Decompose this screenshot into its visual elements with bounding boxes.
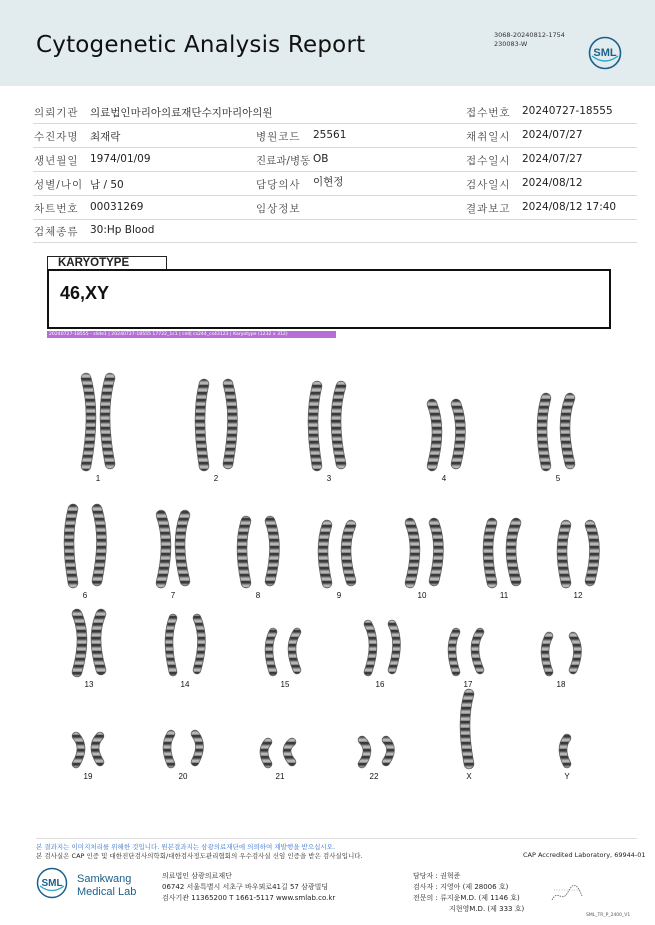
chromosome-pair-11	[488, 523, 516, 583]
chromosome-label-15: 15	[280, 680, 290, 689]
collection-date-label: 채취일시	[466, 131, 511, 143]
chromosome-label-20: 20	[178, 772, 188, 781]
chromosome-label-9: 9	[336, 591, 342, 600]
report-date-label: 결과보고	[466, 203, 511, 215]
chromosome-pair-2	[200, 384, 233, 466]
chromosome-label-10: 10	[417, 591, 427, 600]
institution-label: 의뢰기관	[34, 107, 79, 119]
chromosome-label-X: X	[466, 772, 472, 781]
chromosome-pair-8	[242, 521, 275, 583]
doctor-value: 이현정	[313, 176, 344, 188]
receipt-no-value: 20240727-18555	[522, 105, 613, 117]
chart-no-value: 00031269	[90, 201, 144, 213]
chromosome-label-Y: Y	[564, 772, 570, 781]
received-date-value: 2024/07/27	[522, 153, 583, 165]
collection-date-value: 2024/07/27	[522, 129, 583, 141]
report-code-line2: 230083-W	[494, 40, 528, 48]
chromosome-pair-10	[410, 523, 439, 583]
notice-blue: 본 결과지는 이미지처리를 위해한 것입니다. 원본결과지는 삼광의료재단에 의뢰하여 재발행을 받으십시오.	[36, 843, 336, 851]
staff-specialist1: 전문의 : 류지윤M.D. (제 1146 호)	[413, 894, 520, 902]
report-title: Cytogenetic Analysis Report	[36, 32, 366, 58]
name-label: 수진자명	[34, 131, 79, 143]
chromosome-label-16: 16	[375, 680, 385, 689]
signature	[550, 880, 584, 908]
chromosome-pair-X	[465, 694, 469, 764]
chromosome-label-11: 11	[499, 591, 509, 600]
brand-line1: Samkwang	[77, 873, 132, 885]
document-id: SML_TR_P_2400_V1	[586, 913, 631, 918]
report-date-value: 2024/08/12 17:40	[522, 201, 617, 213]
chromosome-label-7: 7	[170, 591, 176, 600]
test-date-label: 검사일시	[466, 179, 511, 191]
chromosome-pair-14	[169, 618, 202, 672]
karyotype-result: 46,XY	[60, 283, 110, 303]
birth-label: 생년월일	[34, 155, 79, 167]
chromosome-pair-22	[362, 740, 391, 764]
chromosome-pair-12	[562, 525, 595, 583]
chromosome-pair-7	[161, 515, 185, 583]
samkwang-logo-text: SML	[41, 878, 63, 889]
brand-line2: Medical Lab	[77, 886, 137, 898]
chromosome-pair-16	[368, 624, 397, 672]
chromosome-label-5: 5	[555, 474, 561, 483]
chromosome-label-6: 6	[82, 591, 88, 600]
chromosome-pair-4	[432, 404, 461, 466]
chromosome-pair-1	[86, 378, 110, 466]
staff-tester: 검사자 : 지영아 (제 28006 호)	[413, 883, 509, 891]
chromosome-pair-15	[269, 632, 297, 672]
chromosome-pair-9	[323, 525, 351, 583]
chromosome-label-17: 17	[463, 680, 473, 689]
footer-divider	[36, 838, 637, 839]
footer-org: 의료법인 삼광의료재단	[162, 872, 232, 880]
doctor-label: 담당의사	[256, 179, 301, 191]
sex-age-value: 남 / 50	[90, 179, 124, 191]
receipt-no-label: 접수번호	[466, 107, 511, 119]
specimen-label: 검체종류	[34, 226, 79, 238]
sml-logo-text: SML	[593, 47, 617, 59]
dept-label: 진료과/병동	[256, 155, 311, 167]
staff-contact: 담당자 : 권혁준	[413, 872, 461, 880]
received-date-label: 접수일시	[466, 155, 511, 167]
chromosome-pair-5	[542, 398, 570, 466]
chromosome-pair-21	[264, 742, 292, 764]
chromosome-pair-6	[69, 509, 102, 583]
institution-value: 의료법인마리아의료재단수지마리아의원	[90, 107, 273, 119]
chromosome-label-22: 22	[369, 772, 379, 781]
birth-value: 1974/01/09	[90, 153, 151, 165]
chromosome-label-19: 19	[83, 772, 93, 781]
staff-specialist2: 지현영M.D. (제 333 호)	[449, 905, 525, 913]
cap-accreditation: CAP Accredited Laboratory, 69944-01	[523, 851, 646, 859]
chromosome-label-12: 12	[573, 591, 583, 600]
chromosome-pair-3	[313, 386, 341, 466]
test-date-value: 2024/08/12	[522, 177, 583, 189]
chromosome-pair-18	[545, 636, 578, 672]
clinical-label: 임상정보	[256, 203, 301, 215]
chromosome-layer	[69, 378, 595, 764]
chromosome-label-13: 13	[84, 680, 94, 689]
hospital-code-value: 25561	[313, 129, 347, 141]
report-code-line1: 3068-20240812-1754	[494, 31, 565, 39]
chromosome-label-1: 1	[95, 474, 101, 483]
dept-value: OB	[313, 153, 329, 165]
hospital-code-label: 병원코드	[256, 131, 301, 143]
chromosome-pair-20	[167, 734, 200, 764]
karyogram-meta-bar: 20240727-18555 - slide1 | 20240727-18555 17722_1c1 | cell| cs244_cs43123 | Karyotype (1232 x 312)	[47, 331, 336, 338]
chart-no-label: 차트번호	[34, 203, 79, 215]
footer-contact: 검사기관 11365200 T 1661-5117 www.smlab.co.kr	[162, 894, 336, 902]
chromosome-label-21: 21	[275, 772, 285, 781]
chromosome-label-14: 14	[180, 680, 190, 689]
chromosome-pair-17	[452, 632, 480, 672]
chromosome-pair-19	[76, 736, 100, 764]
samkwang-logo	[36, 867, 68, 899]
karyotype-tab: KARYOTYPE	[47, 256, 167, 269]
specimen-value: 30:Hp Blood	[90, 224, 155, 236]
chromosome-label-8: 8	[255, 591, 261, 600]
chromosome-pair-Y	[563, 738, 567, 764]
name-value: 최재락	[90, 131, 121, 143]
notice-dark: 본 검사실은 CAP 인증 및 대한진단검사의학회/대한검사정도관리협회의 우수검사실 신임 인증을 받은 검사실입니다.	[36, 852, 363, 860]
chromosome-label-3: 3	[326, 474, 332, 483]
footer-address: 06742 서울특별시 서초구 바우뫼로41길 57 삼광빌딩	[162, 883, 329, 891]
chromosome-label-18: 18	[556, 680, 566, 689]
chromosome-label-4: 4	[441, 474, 447, 483]
sex-age-label: 성별/나이	[34, 179, 84, 191]
chromosome-pair-13	[77, 614, 101, 672]
chromosome-label-2: 2	[213, 474, 219, 483]
